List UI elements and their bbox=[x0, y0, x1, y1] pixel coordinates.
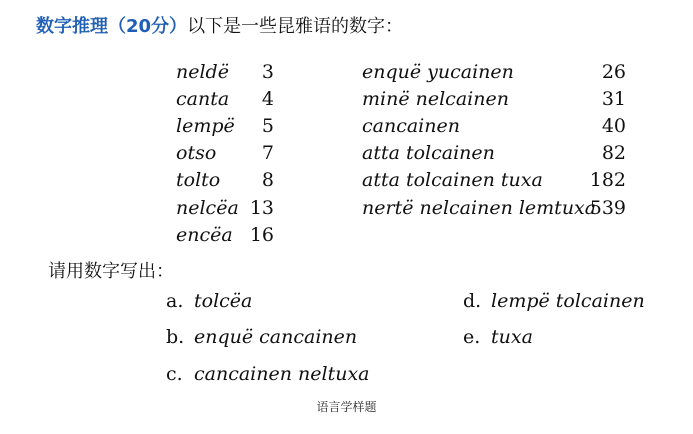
number-value: 5 bbox=[261, 114, 274, 137]
question-item bbox=[166, 363, 369, 385]
points-label: （20分） bbox=[108, 16, 188, 37]
numbers-table-left bbox=[176, 58, 274, 248]
question-item bbox=[166, 326, 357, 348]
number-value: 26 bbox=[601, 60, 626, 83]
number-value: 82 bbox=[601, 142, 626, 165]
question-label: b. bbox=[166, 326, 185, 348]
question-word: tuxa bbox=[491, 326, 533, 348]
number-value: 31 bbox=[601, 87, 626, 110]
table-row bbox=[176, 112, 274, 139]
question-item bbox=[463, 290, 645, 312]
quenya-word: lempë bbox=[176, 114, 235, 137]
number-value: 4 bbox=[261, 87, 274, 110]
quenya-word: atta tolcainen tuxa bbox=[362, 169, 543, 192]
question-word: tolcëa bbox=[194, 290, 253, 312]
table-row bbox=[362, 167, 626, 194]
question-item bbox=[166, 290, 252, 312]
quenya-word: cancainen bbox=[362, 114, 460, 137]
table-row bbox=[176, 140, 274, 167]
table-row bbox=[362, 85, 626, 112]
quenya-word: otso bbox=[176, 142, 217, 165]
quenya-word: atta tolcainen bbox=[362, 142, 495, 165]
problem-tag bbox=[36, 16, 187, 37]
table-row bbox=[362, 112, 626, 139]
quenya-word: nertë nelcainen lemtuxa bbox=[362, 196, 597, 219]
question-label: d. bbox=[463, 290, 482, 312]
number-value: 7 bbox=[261, 142, 274, 165]
table-row bbox=[176, 85, 274, 112]
question-word: lempë tolcainen bbox=[491, 290, 645, 312]
quenya-word: encëa bbox=[176, 223, 233, 246]
problem-type: 数字推理 bbox=[36, 16, 108, 37]
number-value: 8 bbox=[261, 169, 274, 192]
number-value: 539 bbox=[589, 196, 626, 219]
question-item bbox=[463, 326, 533, 348]
number-value: 40 bbox=[601, 114, 626, 137]
quenya-word: nelcëa bbox=[176, 196, 239, 219]
table-row bbox=[176, 58, 274, 85]
quenya-word: tolto bbox=[176, 169, 221, 192]
page-footer: 语言学样题 bbox=[316, 400, 377, 414]
number-value: 182 bbox=[589, 169, 626, 192]
question-label: e. bbox=[463, 326, 481, 348]
question-prompt: 请用数字写出： bbox=[48, 261, 174, 282]
number-value: 13 bbox=[249, 196, 274, 219]
number-value: 3 bbox=[261, 60, 274, 83]
quenya-word: enquë yucainen bbox=[362, 60, 514, 83]
table-row bbox=[176, 167, 274, 194]
question-word: enquë cancainen bbox=[194, 326, 358, 348]
quenya-word: minë nelcainen bbox=[362, 87, 509, 110]
table-row bbox=[362, 194, 626, 221]
numbers-table-right bbox=[362, 58, 626, 221]
quenya-word: canta bbox=[176, 87, 230, 110]
table-row bbox=[176, 194, 274, 221]
problem-intro: 以下是一些昆雅语的数字： bbox=[187, 16, 404, 37]
table-row bbox=[176, 221, 274, 248]
problem-header bbox=[36, 12, 403, 38]
question-label: a. bbox=[166, 290, 184, 312]
question-word: cancainen neltuxa bbox=[194, 363, 370, 385]
question-label: c. bbox=[166, 363, 183, 385]
table-row bbox=[362, 140, 626, 167]
table-row bbox=[362, 58, 626, 85]
number-value: 16 bbox=[249, 223, 274, 246]
quenya-word: neldë bbox=[176, 60, 229, 83]
